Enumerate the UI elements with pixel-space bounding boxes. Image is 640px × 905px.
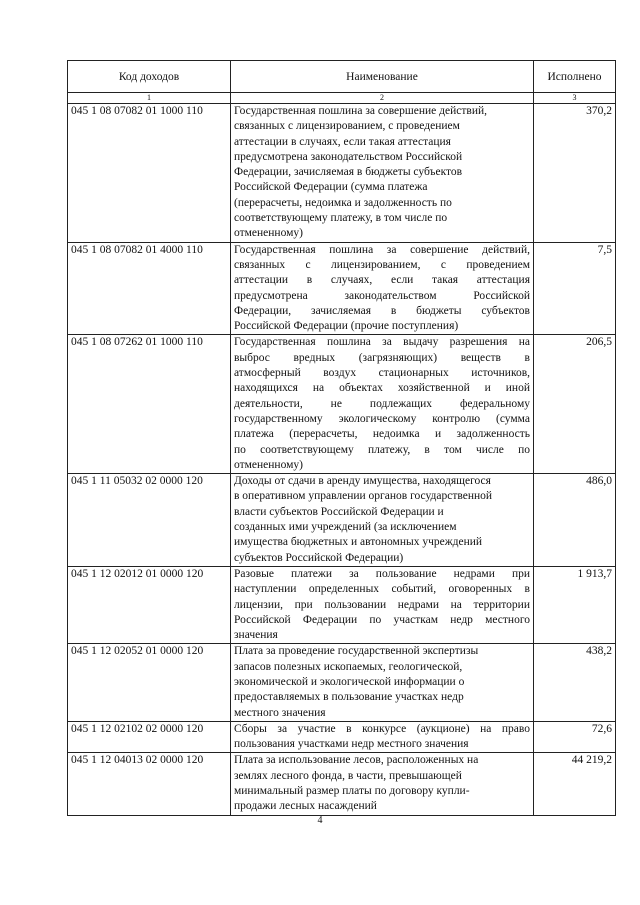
column-number: 1 — [68, 93, 231, 104]
executed-amount: 44 219,2 — [534, 753, 616, 815]
revenue-name-line: Государственная пошлина за совершение действий, — [234, 105, 488, 117]
revenue-code: 045 1 11 05032 02 0000 120 — [68, 474, 231, 567]
revenue-name-line: в оперативном управлении органов государственной — [234, 490, 493, 503]
revenue-name-line: деятельности, не подлежащих федеральному — [234, 397, 530, 410]
revenue-name-line: связанных с лицензированием, с проведением — [234, 258, 530, 271]
revenue-code: 045 1 08 07082 01 4000 110 — [68, 242, 231, 335]
revenue-name-line: (перерасчеты, недоимка и задолженность по — [234, 196, 452, 209]
revenue-name-line: Сборы за участие в конкурсе (аукционе) на право — [234, 722, 530, 735]
revenue-name-line: минимальный размер платы по договору купли- — [234, 785, 470, 798]
header-name: Наименование — [231, 61, 534, 93]
revenue-name-line: пользования участками недр местного значения — [234, 738, 469, 751]
revenue-name-line: предусмотрена законодательством Российской — [234, 150, 463, 163]
revenue-name-line: Российской Федерации (прочие поступления) — [234, 320, 459, 333]
revenue-name-line: выброс вредных (загрязняющих) веществ в — [234, 351, 530, 364]
revenue-name-line: Государственная пошлина за совершение действий, — [234, 243, 530, 256]
revenue-name-line: землях лесного фонда, в части, превышающей — [234, 769, 462, 782]
table-row — [68, 566, 616, 643]
revenue-name-line: Разовые платежи за пользование недрами при — [234, 567, 530, 580]
revenue-name-line: аттестации в случаях, если такая аттестация — [234, 135, 451, 148]
revenue-name — [231, 474, 534, 567]
executed-amount: 438,2 — [534, 644, 616, 721]
revenue-name-line: отмененному) — [234, 458, 303, 471]
revenue-table — [67, 60, 616, 816]
revenue-name-line: экономической и экологической информации о — [234, 675, 465, 688]
revenue-name-line: государственному экологическому контролю (сумма — [234, 412, 530, 425]
revenue-name-line: предусмотрена законодательством Российской — [234, 289, 530, 302]
revenue-name-line: субъектов Российской Федерации) — [234, 551, 404, 564]
revenue-name-line: по соответствующему платежу, в том числе по — [234, 443, 530, 456]
revenue-code: 045 1 12 02012 01 0000 120 — [68, 566, 231, 643]
executed-amount: 7,5 — [534, 242, 616, 335]
table-row — [68, 753, 616, 815]
revenue-name-line: Федерации, зачисляемая в бюджеты субъектов — [234, 304, 530, 317]
revenue-name-line: созданных ими учреждений (за исключением — [234, 521, 457, 534]
revenue-code: 045 1 12 02102 02 0000 120 — [68, 721, 231, 753]
revenue-name — [231, 242, 534, 335]
revenue-name-line: связанных с лицензированием, с проведением — [234, 120, 460, 133]
revenue-name-line: Российской Федерации (сумма платежа — [234, 181, 428, 194]
revenue-name-line: Доходы от сдачи в аренду имущества, находящегося — [234, 475, 491, 488]
revenue-name — [231, 566, 534, 643]
revenue-name-line: продажи лесных насаждений — [234, 800, 377, 813]
revenue-name-line: соответствующему платежу, в том числе по — [234, 212, 448, 225]
revenue-code: 045 1 12 04013 02 0000 120 — [68, 753, 231, 815]
revenue-name-line: власти субъектов Российской Федерации и — [234, 505, 444, 518]
revenue-name-line: атмосферный воздух стационарных источников, — [234, 367, 530, 380]
table-row — [68, 335, 616, 474]
column-number: 2 — [231, 93, 534, 104]
page-number: 4 — [317, 815, 323, 826]
revenue-name — [231, 335, 534, 474]
revenue-name-line: запасов полезных ископаемых, геологической, — [234, 660, 463, 673]
revenue-name-line: Федерации, зачисляемая в бюджеты субъектов — [234, 166, 463, 179]
executed-amount: 370,2 — [534, 104, 616, 243]
executed-amount: 206,5 — [534, 335, 616, 474]
revenue-name-line: предоставляемых в пользование участках недр — [234, 691, 464, 704]
revenue-code: 045 1 12 02052 01 0000 120 — [68, 644, 231, 721]
revenue-name-line: Государственная пошлина за выдачу разрешения на — [234, 336, 530, 349]
revenue-name-line: лицензии, при пользовании недрами на территории — [234, 598, 530, 611]
revenue-name-line: местного значения — [234, 706, 326, 719]
revenue-name — [231, 721, 534, 753]
table-row — [68, 242, 616, 335]
revenue-name-line: отмененному) — [234, 227, 303, 240]
revenue-name-line: значения — [234, 629, 278, 642]
header-code: Код доходов — [68, 61, 231, 93]
revenue-name-line: Плата за проведение государственной экспертизы — [234, 645, 479, 658]
revenue-name — [231, 104, 534, 243]
revenue-name-line: Российской Федерации по участкам недр местного — [234, 613, 530, 626]
revenue-name-line: платежа (перерасчеты, недоимка и задолженность — [234, 428, 530, 441]
table-row — [68, 721, 616, 753]
revenue-name-line: аттестации в случаях, если такая аттестация — [234, 274, 530, 287]
revenue-code: 045 1 08 07082 01 1000 110 — [68, 104, 231, 243]
revenue-name-line: наступлении определенных событий, оговоренных в — [234, 583, 530, 596]
executed-amount: 486,0 — [534, 474, 616, 567]
revenue-name — [231, 753, 534, 815]
executed-amount: 1 913,7 — [534, 566, 616, 643]
revenue-name-line: находящихся на объектах хозяйственной и иной — [234, 382, 530, 395]
column-number-row — [68, 93, 616, 104]
table-row — [68, 474, 616, 567]
revenue-name-line: имущества бюджетных и автономных учреждений — [234, 536, 483, 549]
table-header-row — [68, 61, 616, 93]
column-number: 3 — [534, 93, 616, 104]
table-row — [68, 644, 616, 721]
executed-amount: 72,6 — [534, 721, 616, 753]
revenue-name — [231, 644, 534, 721]
revenue-code: 045 1 08 07262 01 1000 110 — [68, 335, 231, 474]
header-executed: Исполнено — [534, 61, 616, 93]
table-row — [68, 104, 616, 243]
revenue-name-line: Плата за использование лесов, расположенных на — [234, 754, 479, 767]
